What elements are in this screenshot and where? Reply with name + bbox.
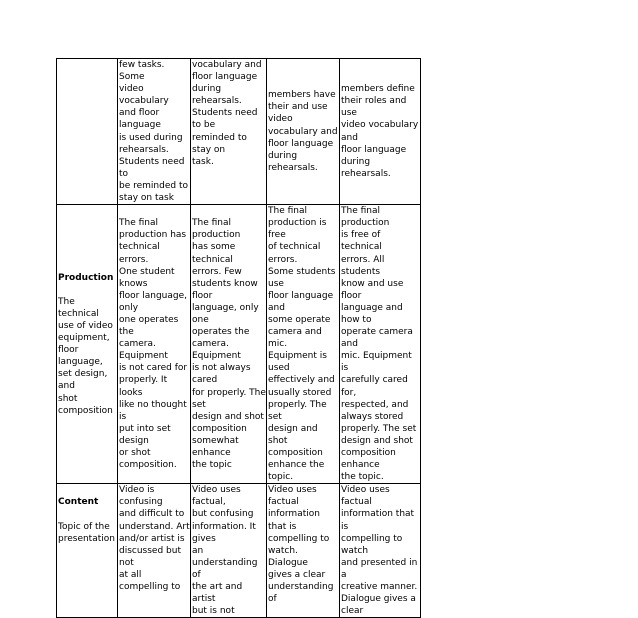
rubric-cell: The final production is free of technical errors. Some students use floor language and some operate camera and mic. Equipment is used effectively and usually stored properly. The set design and shot composition enhance the topic. bbox=[267, 205, 340, 484]
table-row bbox=[57, 59, 421, 205]
rubric-cell: Video uses factual, but confusing information. It gives an understanding of the art and artist but is not bbox=[191, 484, 267, 618]
rubric-cell: members have their and use video vocabulary and floor language during rehearsals. bbox=[267, 59, 340, 205]
rubric-cell: vocabulary and floor language during rehearsals. Students need to be reminded to stay on task. bbox=[191, 59, 267, 205]
criterion-cell bbox=[57, 484, 118, 618]
rubric-cell: few tasks. Some video vocabulary and floor language is used during rehearsals. Students need to be reminded to stay on task bbox=[118, 59, 191, 205]
rubric-table bbox=[56, 58, 421, 618]
criterion-cell bbox=[57, 59, 118, 205]
criterion-title: Production bbox=[58, 272, 114, 283]
criterion-cell bbox=[57, 205, 118, 484]
table-row bbox=[57, 205, 421, 484]
rubric-cell: The final production has some technical errors. Few students know floor language, only one operates the camera. Equipment is not always cared for properly. The set design and shot composition somewhat enhance the topic bbox=[191, 205, 267, 484]
rubric-cell: Video uses factual information that is compelling to watch and presented in a creative manner. Dialogue gives a clear bbox=[340, 484, 421, 618]
criterion-title: Content bbox=[58, 497, 99, 508]
rubric-cell: members define their roles and use video vocabulary and floor language during rehearsals. bbox=[340, 59, 421, 205]
rubric-cell: Video uses factual information that is compelling to watch. Dialogue gives a clear understanding of bbox=[267, 484, 340, 618]
criterion-description: The technical use of video equipment, floor language, set design, and shot composition bbox=[58, 296, 113, 416]
rubric-cell: The final production is free of technical errors. All students know and use floor language and how to operate camera and mic. Equipment is carefully cared for, respected, and always stored properly. The set design and shot composition enhance the topic. bbox=[340, 205, 421, 484]
rubric-cell: Video is confusing and difficult to understand. Art and/or artist is discussed but not at all compelling to bbox=[118, 484, 191, 618]
criterion-description: Topic of the presentation bbox=[58, 521, 115, 544]
rubric-cell: The final production has technical errors. One student knows floor language, only one operates the camera. Equipment is not cared for properly. It looks like no thought is put into set design or shot composition. bbox=[118, 205, 191, 484]
table-row bbox=[57, 484, 421, 618]
